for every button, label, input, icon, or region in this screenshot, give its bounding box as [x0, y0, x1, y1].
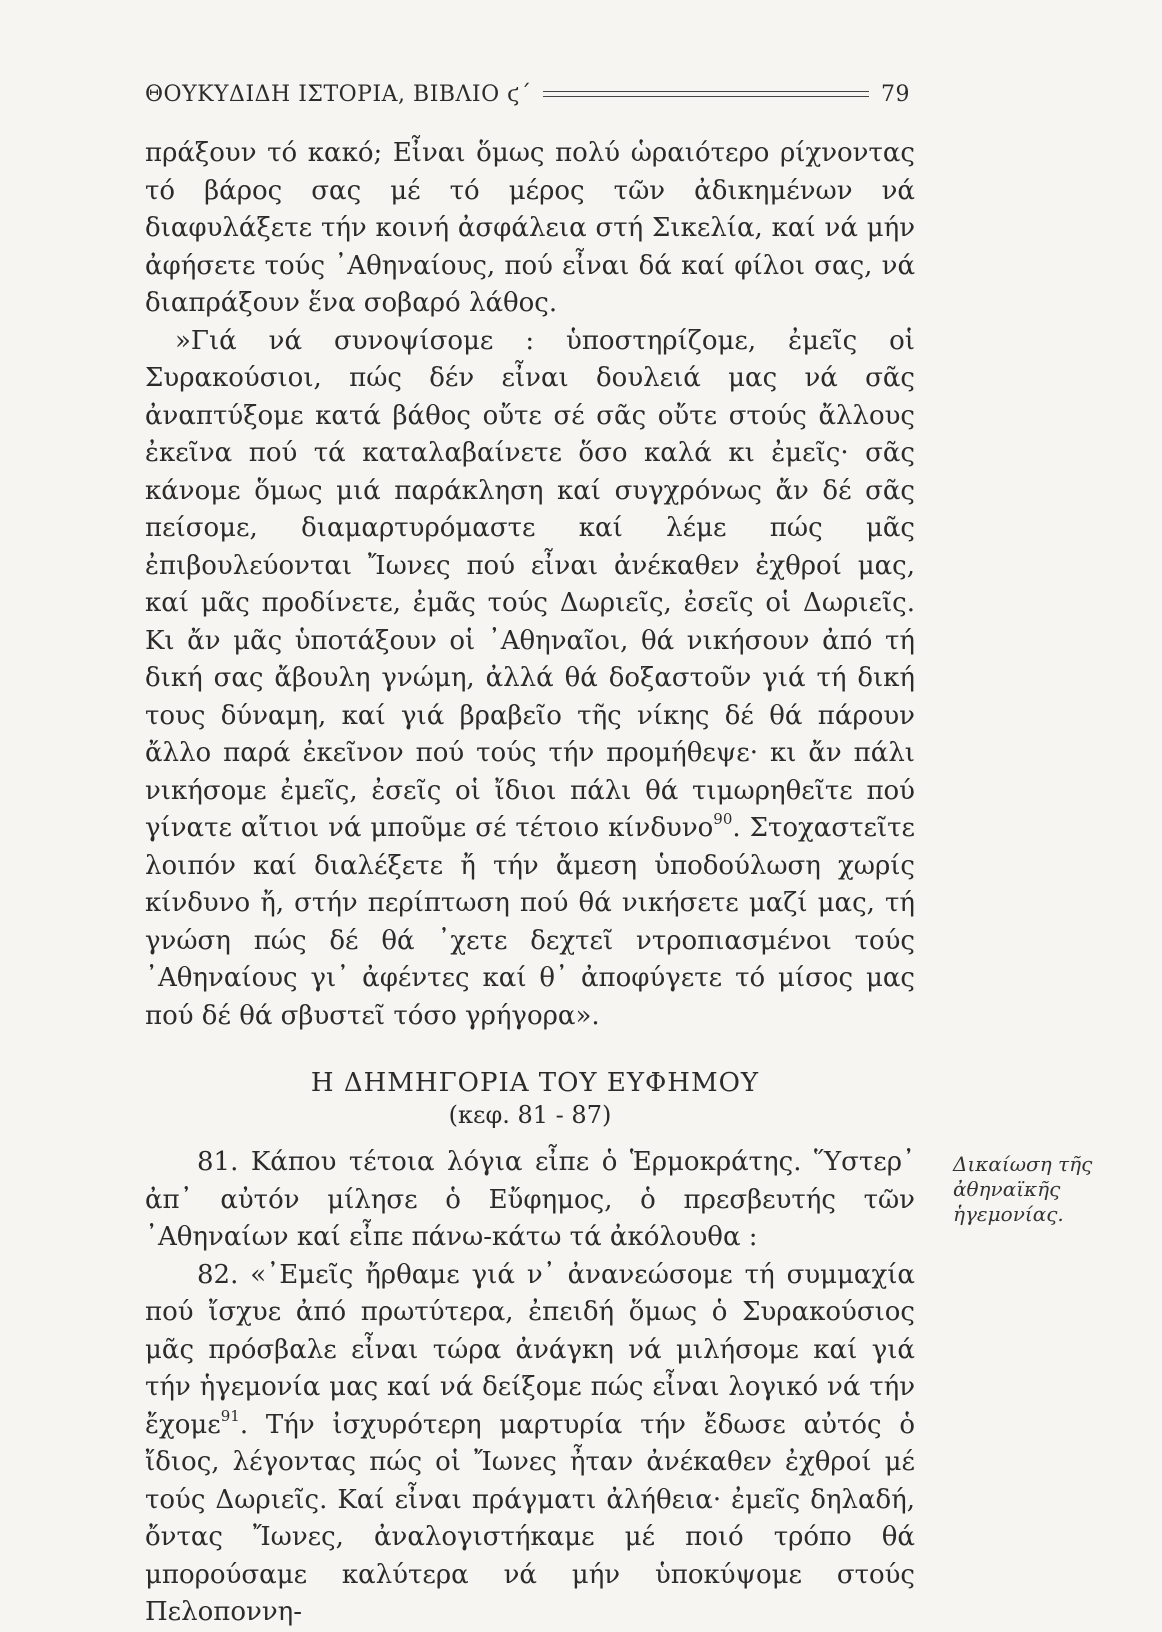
- margin-note: Δικαίωση τῆς ἀθηναϊκῆς ἡγεμονίας.: [953, 1152, 1093, 1226]
- footnote-ref-90: 90: [713, 810, 733, 829]
- page-number: 79: [881, 81, 910, 107]
- section-heading: Η ΔΗΜΗΓΟΡΙΑ ΤΟΥ ΕΥΦΗΜΟΥ: [310, 1068, 760, 1098]
- header-title: ΘΟΥΚΥΔΙΔΗ ΙΣΤΟΡΙΑ, ΒΙΒΛΙΟ ϛ΄: [145, 81, 532, 107]
- header-rule: [543, 91, 869, 97]
- body-text: [145, 135, 915, 1632]
- paragraph-continued: πράξουν τό κακό; Εἶναι ὅμως πολύ ὡραιότερο ρίχνοντας τό βάρος σας μέ τό μέρος τῶν ἀδικημένων νά διαφυλάξετε τήν κοινή ἀσφάλεια στή Σικελία, καί νά μήν ἀφήσετε τούς ᾿Αθηναίους, πού εἶναι δά καί φίλοι σας, νά διαπράξουν ἕνα σοβαρό λάθος.: [145, 138, 915, 318]
- paragraph-summary-text: »Γιά νά συνοψίσομε : ὑποστηρίζομε, ἐμεῖς οἱ Συρακούσιοι, πώς δέν εἶναι δουλειά μας νά σᾶς ἀναπτύξομε κατά βάθος οὔτε σέ σᾶς οὔτε στούς ἄλλους ἐκεῖνα πού τά καταλαβαίνετε ὅσο καλά κι ἐμεῖς· σᾶς κάνομε ὅμως μιά παράκληση καί συγχρόνως ἄν δέ σᾶς πείσομε, διαμαρτυρόμαστε καί λέμε πώς μᾶς ἐπιβουλεύονται Ἴωνες πού εἶναι ἀνέκαθεν ἐχθροί μας, καί μᾶς προδίνετε, ἐμᾶς τούς Δωριεῖς, ἐσεῖς οἱ Δωριεῖς. Κι ἄν μᾶς ὑποτάξουν οἱ ᾿Αθηναῖοι, θά νικήσουν ἀπό τή δική σας ἄβουλη γνώμη, ἀλλά θά δοξαστοῦν γιά τή δική τους δύναμη, καί γιά βραβεῖο τῆς νίκης δέ θά πάρουν ἄλλο παρά ἐκεῖνον πού τούς τήν προμήθεψε· κι ἄν πάλι νικήσομε ἐμεῖς, ἐσεῖς οἱ ἴδιοι πάλι θά τιμωρηθεῖτε πού γίνατε αἴτιοι νά μποῦμε σέ τέτοιο κίνδυνο: [145, 325, 915, 843]
- footnote-ref-91: 91: [220, 1406, 240, 1425]
- paragraph-82-end: . Τήν ἰσχυρότερη μαρτυρία τήν ἔδωσε αὐτός ὁ ἴδιος, λέγοντας πώς οἱ Ἴωνες ἦταν ἀνέκαθεν ἐχθροί μέ τούς Δωριεῖς. Καί εἶναι πράγματι ἀλήθεια· ἐμεῖς δηλαδή, ὄντας Ἴωνες, ἀναλογιστήκαμε μέ ποιό τρόπο θά μπορούσαμε καλύτερα νά μήν ὑποκύψομε στούς Πελοποννη-: [145, 1409, 915, 1627]
- paragraph-82: [145, 1257, 915, 1632]
- section-subheading: (κεφ. 81 - 87): [448, 1101, 612, 1129]
- running-header: [145, 78, 910, 110]
- paragraph-summary: [145, 323, 915, 1036]
- paragraph-summary-end: . Στοχαστεῖτε λοιπόν καί διαλέξετε ἤ τήν ἄμεση ὑποδούλωση χωρίς κίνδυνο ἤ, στήν περίπτωση πού θά νικήσετε μαζί μας, τή γνώση πώς δέ θά ᾿χετε δεχτεῖ ντροπιασμένοι τούς ᾿Αθηναίους γι᾿ ἀφέντες καί θ᾿ ἀποφύγετε τό μίσος μας πού δέ θά σβυστεῖ τόσο γρήγορα».: [145, 813, 915, 1031]
- paragraph-81: 81. Κάπου τέτοια λόγια εἶπε ὁ Ἑρμοκράτης. Ὕστερ᾿ ἀπ᾿ αὐτόν μίλησε ὁ Εὔφημος, ὁ πρεσβευτής τῶν ᾿Αθηναίων καί εἶπε πάνω-κάτω τά ἀκόλουθα :: [145, 1147, 915, 1252]
- paragraph-82-text: 82. «᾿Εμεῖς ἤρθαμε γιά ν᾿ ἀνανεώσομε τή συμμαχία πού ἴσχυε ἀπό πρωτύτερα, ἐπειδή ὅμως ὁ Συρακούσιος μᾶς πρόσβαλε εἶναι τώρα ἀνάγκη νά μιλήσομε καί γιά τήν ἡγεμονία μας καί νά δείξομε πώς εἶναι λογικό νά τήν ἔχομε: [145, 1259, 915, 1440]
